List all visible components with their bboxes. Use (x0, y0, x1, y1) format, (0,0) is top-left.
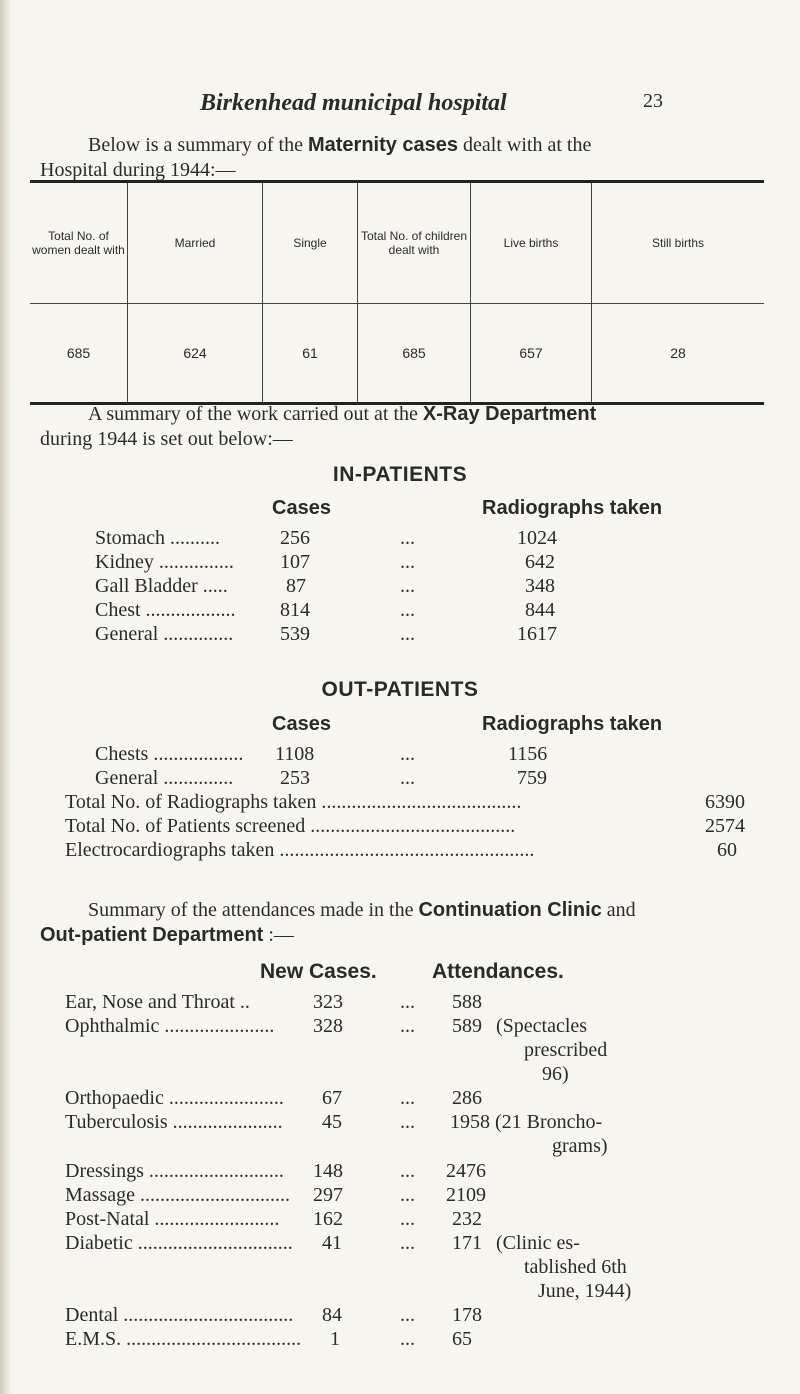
outpatients-col-cases: Cases (272, 713, 331, 735)
clinic-keyword: Continuation Clinic (418, 899, 602, 921)
inpatients-heading: IN-PATIENTS (332, 463, 468, 486)
cell-total-women: 685 (66, 345, 91, 361)
maternity-intro-line1: Below is a summary of the Maternity cases dealt with at the (88, 134, 592, 156)
outpatient-keyword: Out-patient Department (40, 924, 264, 946)
table-row: E.M.S. ................................... 1 ... 65 (65, 1328, 472, 1350)
table-row: Chest .................. 814 ... 844 (95, 599, 555, 621)
col-single: Single (263, 182, 358, 304)
cell-married: 624 (128, 304, 263, 404)
clinic-intro-line1: Summary of the attendances made in the Continuation Clinic and (88, 899, 636, 921)
col-total-children: Total No. of children dealt with (358, 182, 471, 304)
maternity-intro-line2: Hospital during 1944:— (40, 159, 236, 181)
col-live-births: Live births (471, 182, 592, 304)
maternity-table (30, 180, 764, 405)
xray-intro-line1: A summary of the work carried out at the X-Ray Department (88, 403, 597, 425)
row-note-line: (21 Broncho- (495, 1111, 603, 1133)
page-title: Birkenhead municipal hospital (200, 90, 507, 116)
row-note-continuation: 96) (542, 1063, 569, 1085)
table-row: Kidney ............... 107 ... 642 (95, 551, 555, 573)
row-note-line: (Clinic es- (496, 1232, 580, 1254)
row-note-continuation: tablished 6th (524, 1256, 627, 1278)
cell-total-children: 685 (358, 304, 471, 404)
maternity-intro (40, 133, 760, 183)
outpatients-col-radiographs: Radiographs taken (482, 713, 663, 735)
table-row: General .............. 539 ... 1617 (95, 623, 557, 645)
row-note-continuation: June, 1944) (538, 1280, 632, 1302)
clinic-col-headers (0, 960, 800, 984)
inpatients-col-cases: Cases (272, 497, 331, 519)
xray-intro (40, 402, 760, 452)
row-note-continuation: grams) (552, 1135, 608, 1157)
clinic-col-new-cases: New Cases. (260, 960, 377, 983)
table-row: General .............. 253 ... 759 (95, 767, 547, 789)
table-row: Stomach .......... 256 ... 1024 (95, 527, 557, 549)
xray-keyword: X-Ray Department (422, 403, 597, 425)
table-row: Ear, Nose and Throat .. 323 ... 588 (65, 991, 482, 1013)
inpatients-col-radiographs: Radiographs taken (482, 497, 663, 519)
total-row: Electrocardiographs taken ................................................... 60 (65, 839, 737, 861)
table-row: Orthopaedic ....................... 67 ... 286 (65, 1087, 482, 1109)
table-row: Post-Natal ......................... 162 ... 232 (65, 1208, 482, 1230)
total-row: Total No. of Patients screened ......................................... 2574 (65, 815, 745, 837)
table-row: Ophthalmic ...................... 328 ... 589 (Spectacles (65, 1015, 588, 1037)
table-row: Diabetic ............................... 41 ... 171 (Clinic es- (65, 1232, 580, 1254)
page-number: 23 (643, 90, 663, 112)
col-total-women: Total No. of women dealt with (30, 182, 128, 304)
maternity-header-row (30, 182, 764, 304)
cell-still-births: 28 (592, 304, 765, 404)
table-row: Chests .................. 1108 ... 1156 (95, 743, 548, 765)
row-note-continuation: prescribed (524, 1039, 608, 1061)
col-still-births: Still births (592, 182, 765, 304)
table-row: Gall Bladder ..... 87 ... 348 (95, 575, 555, 597)
total-row: Total No. of Radiographs taken ........................................ 6390 (65, 791, 745, 813)
outpatients-heading: OUT-PATIENTS (321, 678, 479, 701)
xray-intro-line2: during 1944 is set out below:— (40, 428, 293, 450)
outpatients-col-headers (0, 713, 800, 737)
cell-single: 61 (263, 304, 358, 404)
maternity-keyword: Maternity cases (307, 134, 459, 156)
table-row: Dental .................................. 84 ... 178 (65, 1304, 482, 1326)
table-row: Dressings ........................... 148 ... 2476 (65, 1160, 486, 1182)
cell-live-births: 657 (471, 304, 592, 404)
inpatients-col-headers (0, 497, 800, 521)
table-row: Massage .............................. 297 ... 2109 (65, 1184, 486, 1206)
col-married: Married (128, 182, 263, 304)
row-note-line: (Spectacles (496, 1015, 588, 1037)
clinic-intro-line2: Out-patient Department :— (40, 924, 294, 946)
clinic-intro (40, 898, 760, 948)
maternity-value-row (30, 304, 764, 404)
table-row: Tuberculosis ...................... 45 ... 1958 (21 Broncho- (65, 1111, 603, 1133)
clinic-col-attendances: Attendances. (432, 960, 564, 983)
